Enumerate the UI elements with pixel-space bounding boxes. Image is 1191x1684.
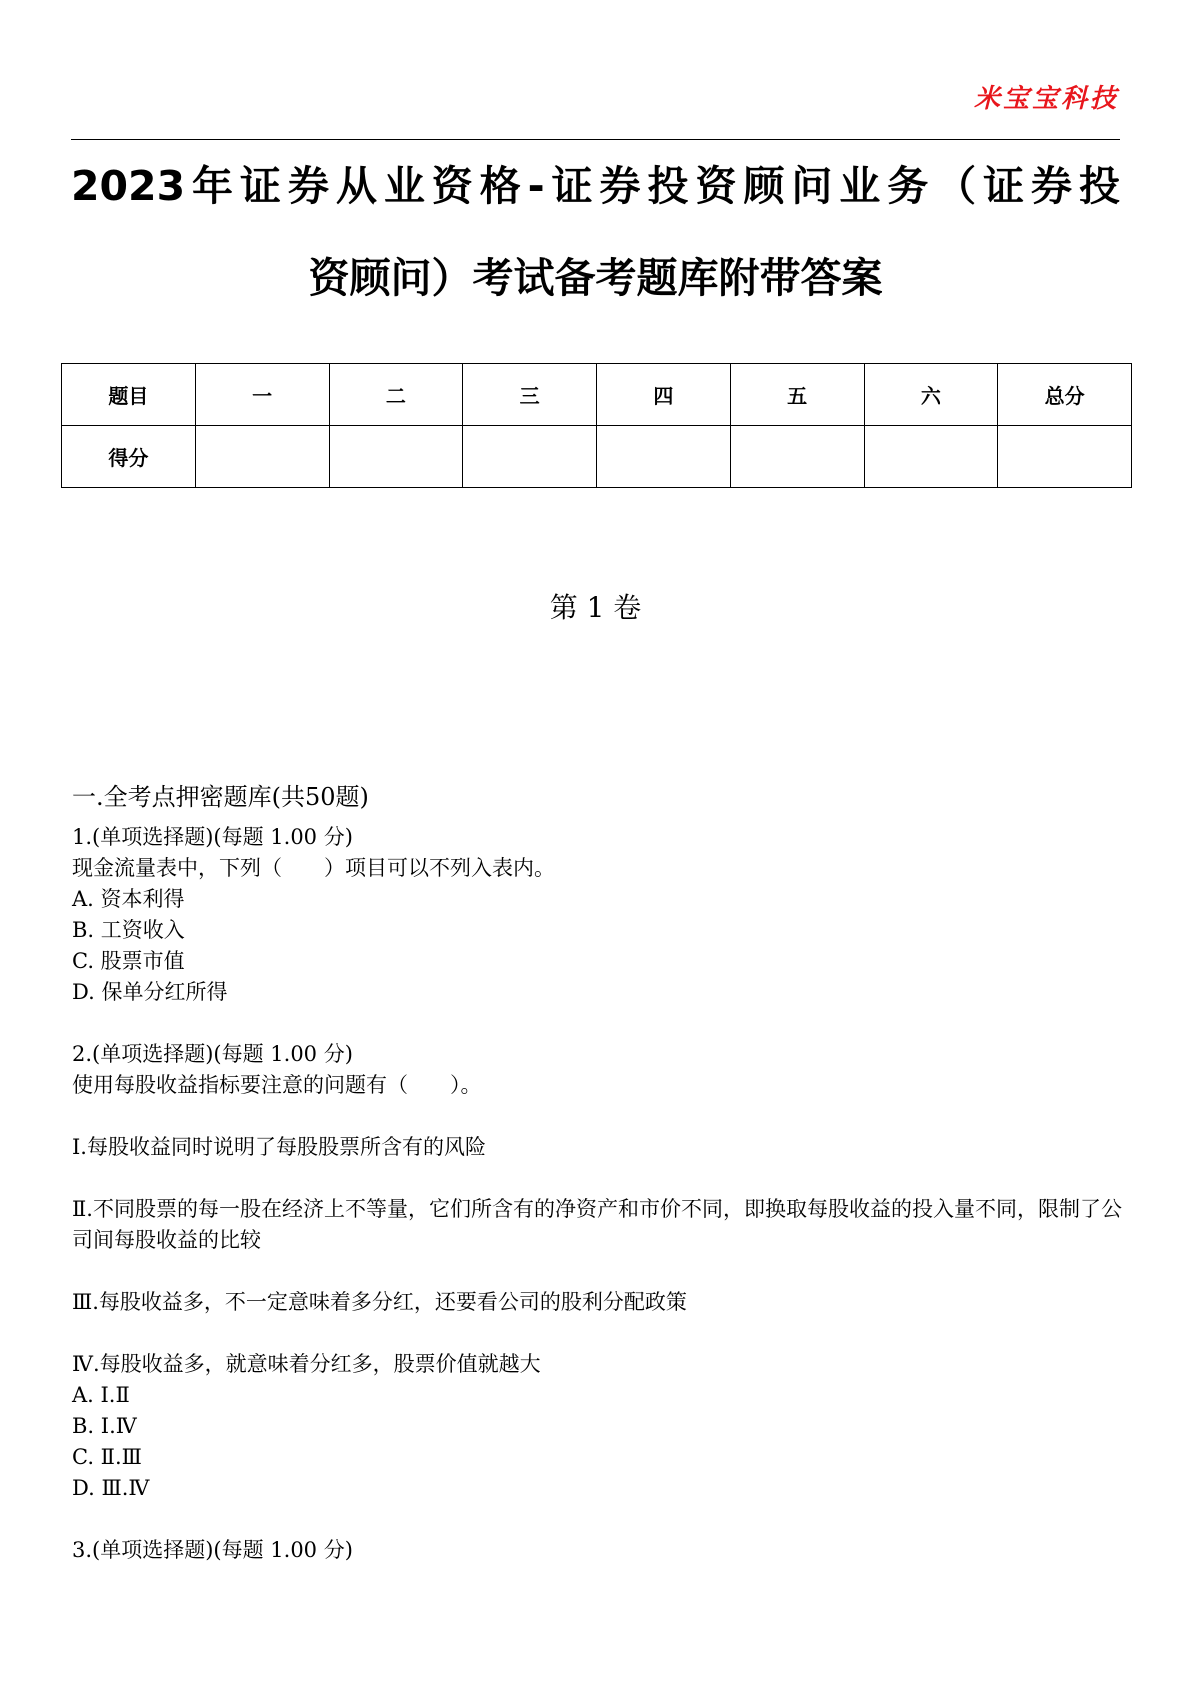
spacer: [72, 1163, 1122, 1194]
score-cell-header: 三: [463, 364, 597, 426]
option-d: D. 保单分红所得: [72, 980, 228, 1004]
title-line-2: 资顾问）考试备考题库附带答案: [308, 254, 883, 302]
question-stem: 使用每股收益指标要注意的问题有（ ）。: [72, 1073, 482, 1097]
spacer: [72, 1256, 1122, 1287]
spacer: [72, 1318, 1122, 1349]
score-cell-empty: [597, 426, 731, 488]
score-cell-header: 五: [730, 364, 864, 426]
option-c: C. 股票市值: [72, 949, 185, 973]
score-cell-empty: [195, 426, 329, 488]
question-header: 1.(单项选择题)(每题 1.00 分): [72, 825, 353, 849]
score-cell-empty: [730, 426, 864, 488]
option-c: C. Ⅱ.Ⅲ: [72, 1445, 142, 1469]
brand-logo: 米宝宝科技: [973, 84, 1119, 114]
score-table-header-row: [62, 364, 1132, 426]
score-cell-empty: [998, 426, 1132, 488]
question-item: [72, 822, 1122, 1008]
statement-1: Ⅰ.每股收益同时说明了每股股票所含有的风险: [72, 1135, 486, 1159]
option-a: A. 资本利得: [72, 887, 185, 911]
document-title: [71, 140, 1120, 324]
score-row-label: 得分: [62, 426, 196, 488]
score-table: [61, 363, 1132, 488]
title-line-1: 2023年证券从业资格-证券投资顾问业务（证券投: [71, 162, 1120, 210]
question-header: 2.(单项选择题)(每题 1.00 分): [72, 1042, 353, 1066]
statement-2: Ⅱ.不同股票的每一股在经济上不等量，它们所含有的净资产和市价不同，即换取每股收益的投入量不同，限制了公司间每股收益的比较: [72, 1197, 1122, 1252]
statement-4: Ⅳ.每股收益多，就意味着分红多，股票价值就越大: [72, 1352, 541, 1376]
score-cell-header: 一: [195, 364, 329, 426]
question-stem: 现金流量表中，下列（ ）项目可以不列入表内。: [72, 856, 555, 880]
option-b: B. 工资收入: [72, 918, 185, 942]
score-cell-empty: [463, 426, 597, 488]
score-cell-header: 四: [597, 364, 731, 426]
score-cell-header: 题目: [62, 364, 196, 426]
spacer: [72, 1008, 1122, 1039]
score-cell-header: 总分: [998, 364, 1132, 426]
volume-label: 第 1 卷: [549, 591, 642, 624]
score-cell-empty: [864, 426, 998, 488]
score-cell-header: 六: [864, 364, 998, 426]
section-title: 一.全考点押密题库(共50题): [72, 783, 369, 811]
question-header: 3.(单项选择题)(每题 1.00 分): [72, 1538, 353, 1562]
option-b: B. Ⅰ.Ⅳ: [72, 1414, 137, 1438]
option-d: D. Ⅲ.Ⅳ: [72, 1476, 150, 1500]
option-a: A. Ⅰ.Ⅱ: [72, 1383, 130, 1407]
spacer: [72, 1101, 1122, 1132]
score-cell-header: 二: [329, 364, 463, 426]
score-cell-empty: [329, 426, 463, 488]
statement-3: Ⅲ.每股收益多，不一定意味着多分红，还要看公司的股利分配政策: [72, 1290, 687, 1314]
question-list: [72, 776, 1122, 1566]
question-item: [72, 1535, 1122, 1566]
score-table-score-row: [62, 426, 1132, 488]
spacer: [72, 1504, 1122, 1535]
question-item: [72, 1039, 1122, 1504]
